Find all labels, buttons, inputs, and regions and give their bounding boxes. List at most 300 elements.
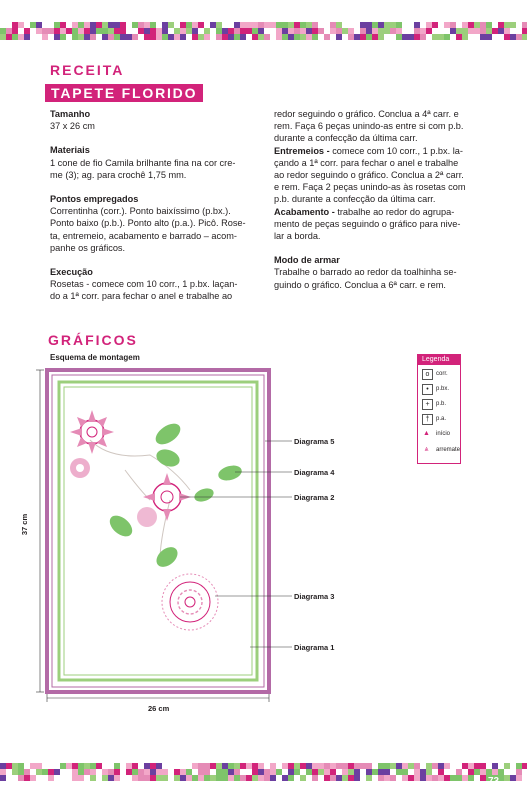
checker-square	[144, 763, 150, 769]
text-pontos-3: ta, entremeio, acabamento e barrado – acom-	[50, 230, 237, 241]
checker-square	[330, 28, 336, 34]
checker-square	[342, 769, 348, 775]
checker-square	[222, 34, 228, 40]
checker-square	[210, 763, 216, 769]
checker-square	[162, 769, 168, 775]
checker-square	[168, 28, 174, 34]
top-checker-border	[0, 22, 527, 40]
checker-square	[486, 769, 492, 775]
checker-square	[240, 22, 246, 28]
checker-square	[486, 34, 492, 40]
checker-square	[522, 775, 527, 781]
checker-square	[180, 775, 186, 781]
checker-square	[504, 769, 510, 775]
checker-square	[96, 22, 102, 28]
checker-square	[198, 775, 204, 781]
checker-square	[336, 775, 342, 781]
checker-square	[144, 775, 150, 781]
checker-square	[108, 769, 114, 775]
checker-square	[150, 34, 156, 40]
checker-square	[366, 22, 372, 28]
checker-square	[84, 28, 90, 34]
checker-square	[468, 34, 474, 40]
checker-square	[30, 34, 36, 40]
checker-square	[114, 28, 120, 34]
checker-square	[492, 763, 498, 769]
heading-tamanho: Tamanho	[50, 109, 91, 119]
checker-square	[258, 775, 264, 781]
checker-square	[66, 22, 72, 28]
checker-square	[12, 22, 18, 28]
checker-square	[234, 34, 240, 40]
checker-square	[168, 769, 174, 775]
checker-square	[6, 28, 12, 34]
checker-square	[216, 763, 222, 769]
checker-square	[390, 769, 396, 775]
checker-square	[138, 22, 144, 28]
checker-square	[246, 34, 252, 40]
checker-square	[348, 769, 354, 775]
checker-square	[60, 34, 66, 40]
checker-square	[126, 34, 132, 40]
checker-square	[300, 28, 306, 34]
checker-square	[138, 775, 144, 781]
checker-square	[456, 775, 462, 781]
checker-square	[156, 34, 162, 40]
checker-square	[510, 22, 516, 28]
checker-square	[78, 775, 84, 781]
checker-square	[348, 34, 354, 40]
checker-square	[102, 34, 108, 40]
checker-square	[474, 22, 480, 28]
text-entremeios-1: comece com 10 corr., 1 p.bx. la-	[329, 145, 463, 156]
checker-square	[102, 769, 108, 775]
checker-square	[444, 769, 450, 775]
checker-square	[324, 28, 330, 34]
checker-square	[162, 34, 168, 40]
checker-square	[78, 34, 84, 40]
checker-square	[6, 34, 12, 40]
checker-square	[234, 775, 240, 781]
checker-square	[450, 775, 456, 781]
checker-square	[30, 28, 36, 34]
checker-square	[204, 22, 210, 28]
checker-square	[12, 775, 18, 781]
checker-square	[372, 22, 378, 28]
checker-square	[522, 769, 527, 775]
checker-square	[18, 763, 24, 769]
checker-square	[510, 769, 516, 775]
checker-square	[192, 769, 198, 775]
checker-square	[264, 22, 270, 28]
checker-square	[492, 22, 498, 28]
text-cont-2: rem. Faça 6 peças unindo-as entre si com p.b.	[274, 121, 464, 132]
checker-square	[294, 22, 300, 28]
checker-square	[216, 775, 222, 781]
checker-square	[246, 775, 252, 781]
checker-square	[300, 34, 306, 40]
checker-square	[114, 22, 120, 28]
checker-square	[306, 769, 312, 775]
checker-square	[102, 22, 108, 28]
checker-square	[180, 769, 186, 775]
checker-square	[72, 769, 78, 775]
checker-square	[480, 769, 486, 775]
checker-square	[174, 34, 180, 40]
checker-square	[504, 763, 510, 769]
checker-square	[234, 28, 240, 34]
text-pontos-4: panhe os gráficos.	[50, 242, 126, 253]
checker-square	[246, 22, 252, 28]
checker-square	[252, 775, 258, 781]
label-diagrama-5: Diagrama 5	[294, 437, 335, 446]
checker-square	[318, 763, 324, 769]
bottom-checker-border	[0, 763, 527, 781]
checker-square	[36, 28, 42, 34]
checker-square	[258, 28, 264, 34]
checker-square	[414, 763, 420, 769]
checker-square	[144, 28, 150, 34]
checker-square	[288, 775, 294, 781]
checker-square	[288, 769, 294, 775]
checker-square	[396, 28, 402, 34]
checker-square	[492, 769, 498, 775]
checker-square	[192, 775, 198, 781]
checker-square	[468, 775, 474, 781]
heading-execucao: Execução	[50, 267, 93, 278]
checker-square	[450, 34, 456, 40]
checker-square	[372, 34, 378, 40]
checker-square	[498, 763, 504, 769]
checker-square	[258, 22, 264, 28]
checker-square	[42, 763, 48, 769]
checker-square	[474, 769, 480, 775]
text-entremeios-2: çando a 1ª corr. para fechar o anel e trabalhe	[274, 157, 459, 168]
checker-square	[192, 22, 198, 28]
checker-square	[204, 34, 210, 40]
text-pontos-1: Correntinha (corr.). Ponto baixíssimo (p.bx.).	[50, 206, 231, 217]
checker-square	[90, 28, 96, 34]
checker-square	[384, 775, 390, 781]
text-entremeios-4: e rem. Faça 2 peças unindo-as às rosetas com	[274, 182, 466, 193]
checker-square	[378, 22, 384, 28]
checker-square	[276, 769, 282, 775]
checker-square	[306, 775, 312, 781]
outer-border-rect	[47, 370, 269, 692]
checker-square	[360, 769, 366, 775]
checker-square	[36, 769, 42, 775]
checker-square	[462, 775, 468, 781]
checker-square	[504, 775, 510, 781]
checker-square	[426, 763, 432, 769]
checker-square	[366, 34, 372, 40]
checker-square	[396, 22, 402, 28]
checker-square	[414, 22, 420, 28]
checker-square	[90, 22, 96, 28]
checker-square	[258, 34, 264, 40]
checker-square	[48, 28, 54, 34]
checker-square	[510, 28, 516, 34]
checker-square	[474, 775, 480, 781]
checker-square	[132, 775, 138, 781]
checker-square	[270, 22, 276, 28]
checker-square	[30, 763, 36, 769]
checker-square	[456, 28, 462, 34]
checker-square	[252, 22, 258, 28]
checker-square	[210, 28, 216, 34]
checker-square	[288, 28, 294, 34]
rosette-left	[70, 458, 90, 478]
checker-square	[36, 775, 42, 781]
checker-square	[72, 34, 78, 40]
dimension-label-width: 26 cm	[148, 704, 170, 713]
checker-square	[408, 34, 414, 40]
checker-square	[264, 28, 270, 34]
checker-square	[198, 34, 204, 40]
checker-square	[384, 769, 390, 775]
checker-square	[204, 769, 210, 775]
checker-square	[18, 775, 24, 781]
checker-square	[372, 775, 378, 781]
checker-square	[84, 775, 90, 781]
checker-square	[66, 775, 72, 781]
checker-square	[282, 763, 288, 769]
label-diagrama-1: Diagrama 1	[294, 643, 335, 652]
single-crochet-icon: +	[422, 399, 433, 410]
checker-square	[474, 28, 480, 34]
checker-square	[324, 22, 330, 28]
leaf-right-upper	[217, 463, 244, 483]
checker-square	[342, 763, 348, 769]
checker-square	[222, 763, 228, 769]
checker-square	[324, 34, 330, 40]
checker-square	[132, 34, 138, 40]
checker-square	[144, 34, 150, 40]
checker-square	[42, 22, 48, 28]
checker-square	[312, 28, 318, 34]
checker-square	[42, 34, 48, 40]
checker-square	[36, 22, 42, 28]
checker-square	[0, 775, 6, 781]
checker-square	[102, 775, 108, 781]
heading-materiais: Materiais	[50, 145, 90, 156]
checker-square	[336, 763, 342, 769]
checker-square	[78, 28, 84, 34]
checker-square	[324, 775, 330, 781]
checker-square	[90, 34, 96, 40]
checker-square	[24, 769, 30, 775]
checker-square	[228, 22, 234, 28]
checker-square	[108, 775, 114, 781]
checker-square	[168, 34, 174, 40]
checker-square	[6, 763, 12, 769]
checker-square	[156, 775, 162, 781]
checker-square	[456, 769, 462, 775]
checker-square	[132, 22, 138, 28]
checker-square	[480, 28, 486, 34]
checker-square	[168, 763, 174, 769]
outer-border-inner-line	[52, 375, 264, 687]
checker-square	[426, 769, 432, 775]
checker-square	[66, 34, 72, 40]
label-diagrama-2: Diagrama 2	[294, 493, 335, 502]
leaf-top-right	[152, 419, 184, 448]
checker-square	[54, 34, 60, 40]
checker-square	[288, 34, 294, 40]
checker-square	[96, 34, 102, 40]
checker-square	[48, 775, 54, 781]
checker-square	[60, 28, 66, 34]
checker-square	[198, 22, 204, 28]
checker-square	[474, 763, 480, 769]
checker-square	[186, 769, 192, 775]
checker-square	[426, 28, 432, 34]
checker-square	[216, 769, 222, 775]
checker-square	[228, 34, 234, 40]
checker-square	[294, 763, 300, 769]
checker-square	[72, 763, 78, 769]
checker-square	[120, 28, 126, 34]
checker-square	[36, 34, 42, 40]
legend-title: Legenda	[418, 355, 460, 365]
start-marker-icon: ▲	[423, 430, 430, 437]
checker-square	[402, 769, 408, 775]
checker-square	[120, 22, 126, 28]
checker-square	[522, 22, 527, 28]
checker-square	[240, 775, 246, 781]
checker-square	[270, 34, 276, 40]
checker-square	[510, 763, 516, 769]
checker-square	[216, 22, 222, 28]
checker-square	[366, 28, 372, 34]
checker-square	[252, 34, 258, 40]
checker-square	[282, 34, 288, 40]
assembly-scheme-title: Esquema de montagem	[50, 353, 140, 362]
checker-square	[276, 763, 282, 769]
checker-square	[432, 34, 438, 40]
text-acabamento-3: lar a borda.	[274, 231, 321, 242]
checker-square	[156, 763, 162, 769]
checker-square	[0, 769, 6, 775]
checker-square	[300, 775, 306, 781]
checker-square	[390, 22, 396, 28]
rosette-top	[70, 410, 114, 454]
section-label-graficos: GRÁFICOS	[48, 332, 138, 348]
text-execucao-1: Rosetas - comece com 10 corr., 1 p.bx. laçan-	[50, 279, 238, 290]
checker-square	[390, 28, 396, 34]
text-modo-2: guindo o gráfico. Conclua a 6ª carr. e rem.	[274, 279, 446, 290]
checker-square	[438, 22, 444, 28]
checker-square	[240, 769, 246, 775]
checker-square	[522, 763, 527, 769]
heading-pontos: Pontos empregados	[50, 194, 139, 205]
checker-square	[378, 775, 384, 781]
checker-square	[234, 22, 240, 28]
checker-square	[402, 34, 408, 40]
checker-square	[126, 28, 132, 34]
checker-square	[282, 775, 288, 781]
checker-square	[396, 769, 402, 775]
checker-square	[192, 28, 198, 34]
checker-square	[0, 34, 6, 40]
checker-square	[486, 22, 492, 28]
checker-square	[60, 775, 66, 781]
checker-square	[120, 763, 126, 769]
checker-square	[474, 34, 480, 40]
checker-square	[354, 22, 360, 28]
checker-square	[384, 22, 390, 28]
checker-square	[516, 34, 522, 40]
checker-square	[342, 22, 348, 28]
checker-square	[306, 763, 312, 769]
checker-square	[372, 28, 378, 34]
legend-box: Legenda o corr. • p.bx. + p.b. † p.a. ▲ início ⩓ arremate	[417, 354, 461, 464]
checker-square	[114, 775, 120, 781]
checker-square	[138, 763, 144, 769]
checker-square	[312, 775, 318, 781]
checker-square	[156, 22, 162, 28]
checker-square	[114, 769, 120, 775]
checker-square	[330, 775, 336, 781]
text-execucao-2: do a 1ª corr. para fechar o anel e trabalhe ao	[50, 291, 233, 302]
checker-square	[342, 34, 348, 40]
checker-square	[144, 22, 150, 28]
checker-square	[420, 28, 426, 34]
checker-square	[180, 22, 186, 28]
checker-square	[12, 34, 18, 40]
checker-square	[174, 22, 180, 28]
checker-square	[336, 22, 342, 28]
checker-square	[108, 763, 114, 769]
checker-square	[408, 28, 414, 34]
chain-path	[90, 440, 190, 560]
checker-square	[156, 28, 162, 34]
checker-square	[180, 763, 186, 769]
rosette-lower-left	[137, 507, 157, 527]
checker-square	[162, 775, 168, 781]
checker-square	[336, 769, 342, 775]
checker-square	[72, 22, 78, 28]
checker-square	[252, 28, 258, 34]
checker-square	[84, 763, 90, 769]
checker-square	[48, 22, 54, 28]
double-crochet-icon: †	[422, 414, 433, 425]
checker-square	[228, 28, 234, 34]
checker-square	[144, 769, 150, 775]
checker-square	[276, 775, 282, 781]
checker-square	[54, 28, 60, 34]
checker-square	[426, 775, 432, 781]
text-materiais-2: me (3); ag. para crochê 1,75 mm.	[50, 169, 187, 180]
checker-square	[492, 28, 498, 34]
checker-square	[342, 775, 348, 781]
checker-square	[408, 775, 414, 781]
checker-square	[66, 763, 72, 769]
checker-square	[204, 28, 210, 34]
checker-square	[372, 769, 378, 775]
checker-square	[438, 34, 444, 40]
checker-square	[402, 22, 408, 28]
checker-square	[498, 34, 504, 40]
checker-square	[48, 769, 54, 775]
checker-square	[426, 34, 432, 40]
checker-square	[276, 28, 282, 34]
checker-square	[306, 34, 312, 40]
checker-square	[54, 769, 60, 775]
checker-square	[24, 763, 30, 769]
checker-square	[270, 763, 276, 769]
checker-square	[18, 769, 24, 775]
